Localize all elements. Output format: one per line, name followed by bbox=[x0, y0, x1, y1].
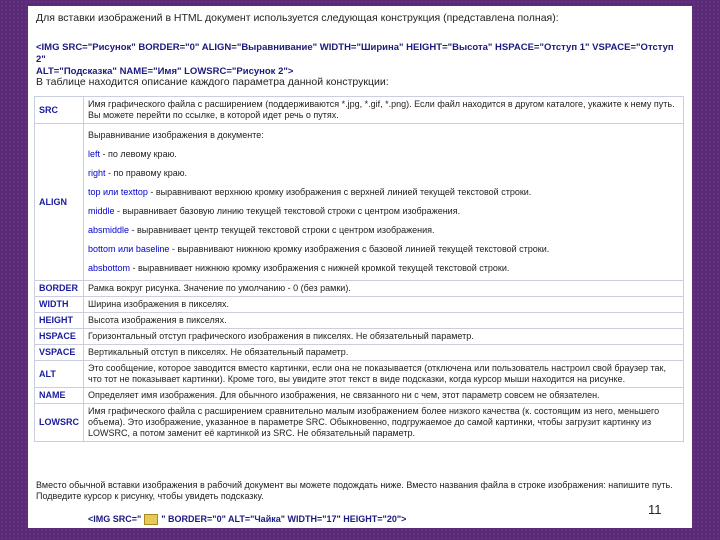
param-desc: Ширина изображения в пикселях. bbox=[84, 297, 684, 313]
align-keyword: top или texttop bbox=[88, 187, 148, 197]
code-block bbox=[36, 42, 686, 78]
param-key: SRC bbox=[35, 97, 84, 124]
param-desc: Высота изображения в пикселях. bbox=[84, 313, 684, 329]
align-desc: - по левому краю. bbox=[100, 149, 177, 159]
align-option bbox=[88, 259, 679, 278]
table-row bbox=[35, 281, 684, 297]
table-row bbox=[35, 404, 684, 442]
param-key: WIDTH bbox=[35, 297, 84, 313]
param-desc: Имя графического файла с расширением сравнительно малым изображением более низкого качества (к. состоящим из него, меньшего объема). Это изображение, указанное в параметре SRC. Обыкновенно, подгружаемое до самой картинки, чтобы загрузит картинку из LOWSRC, а потом заменит её картинкой из SRC. Не обязательный параметр. bbox=[84, 404, 684, 442]
param-key: NAME bbox=[35, 388, 84, 404]
param-desc: Это сообщение, которое заводится вместо картинки, если она не показывается (отключена или пользователь настроил свой браузер так, что тот не показывает картинки). Кроме того, вы увидите этот текст в виде подсказки, когда курсор мыши находится на рисунке. bbox=[84, 361, 684, 388]
param-desc: Имя графического файла с расширением (поддерживаются *.jpg, *.gif, *.png). Если файл находится в другом каталоге, укажите к нему путь. Вы можете перейти по ссылке, в которой идет речь о путях. bbox=[84, 97, 684, 124]
table-row bbox=[35, 361, 684, 388]
picture-icon bbox=[144, 514, 158, 525]
param-key: HSPACE bbox=[35, 329, 84, 345]
example-code-start: <IMG SRC=" bbox=[88, 514, 142, 524]
align-option bbox=[88, 164, 679, 183]
table-row bbox=[35, 297, 684, 313]
table-row bbox=[35, 329, 684, 345]
param-desc: Вертикальный отступ в пикселях. Не обязательный параметр. bbox=[84, 345, 684, 361]
example-code bbox=[88, 514, 406, 525]
align-desc: - выравнивают нижнюю кромку изображения с базовой линией текущей текстовой строки. bbox=[169, 244, 550, 254]
align-keyword: middle bbox=[88, 206, 115, 216]
intro-text: Для вставки изображений в HTML документ используется следующая конструкция (представлена полная): bbox=[36, 12, 559, 24]
table-row bbox=[35, 388, 684, 404]
table-description: В таблице находится описание каждого параметра данной конструкции: bbox=[36, 76, 389, 88]
param-key: ALIGN bbox=[35, 124, 84, 281]
param-key: HEIGHT bbox=[35, 313, 84, 329]
align-option bbox=[88, 145, 679, 164]
param-key: BORDER bbox=[35, 281, 84, 297]
table-row bbox=[35, 124, 684, 281]
param-key: ALT bbox=[35, 361, 84, 388]
align-option bbox=[88, 240, 679, 259]
align-desc: - выравнивает базовую линию текущей текстовой строки с центром изображения. bbox=[114, 206, 461, 216]
table-row bbox=[35, 97, 684, 124]
align-option bbox=[88, 183, 679, 202]
example-code-end: " BORDER="0" ALT="Чайка" WIDTH="17" HEIGHT="20"> bbox=[161, 514, 407, 524]
slide bbox=[28, 6, 692, 528]
align-keyword: right bbox=[88, 168, 106, 178]
align-keyword: absbottom bbox=[88, 263, 131, 273]
align-intro: Выравнивание изображения в документе: bbox=[88, 130, 264, 140]
page-number: 11 bbox=[648, 502, 662, 517]
align-keyword: left bbox=[88, 149, 101, 159]
table-row bbox=[35, 313, 684, 329]
align-desc: - выравнивает нижнюю кромку изображения с нижней кромкой текущей текстовой строки. bbox=[130, 263, 510, 273]
align-option bbox=[88, 202, 679, 221]
param-desc: Горизонтальный отступ графического изображения в пикселях. Не обязательный параметр. bbox=[84, 329, 684, 345]
param-desc: Рамка вокруг рисунка. Значение по умолчанию - 0 (без рамки). bbox=[84, 281, 684, 297]
footer-note: Вместо обычной вставки изображения в рабочий документ вы можете подождать ниже. Вместо названия файла в строке изображения: напишите путь. Подведите курсор к рисунку, чтобы увидеть подсказку. bbox=[36, 480, 673, 501]
align-keyword: absmiddle bbox=[88, 225, 130, 235]
param-desc: Определяет имя изображения. Для обычного изображения, не связанного ни с чем, этот параметр совсем не обязателен. bbox=[84, 388, 684, 404]
table-row bbox=[35, 345, 684, 361]
param-key: LOWSRC bbox=[35, 404, 84, 442]
params-table bbox=[34, 96, 684, 442]
param-desc bbox=[84, 124, 684, 281]
code-line-1: <IMG SRC="Рисунок" BORDER="0" ALIGN="Выравнивание" WIDTH="Ширина" HEIGHT="Высота" HSPACE="Отступ 1" VSPACE="Отступ 2" bbox=[36, 42, 674, 65]
align-option bbox=[88, 221, 679, 240]
align-desc: - по правому краю. bbox=[105, 168, 187, 178]
param-key: VSPACE bbox=[35, 345, 84, 361]
align-desc: - выравнивает центр текущей текстовой строки с центром изображения. bbox=[129, 225, 435, 235]
code-line-2: ALT="Подсказка" NAME="Имя" LOWSRC="Рисунок 2"> bbox=[36, 66, 294, 77]
align-keyword: bottom или baseline bbox=[88, 244, 170, 254]
align-desc: - выравнивают верхнюю кромку изображения с верхней линией текущей текстовой строки. bbox=[147, 187, 532, 197]
